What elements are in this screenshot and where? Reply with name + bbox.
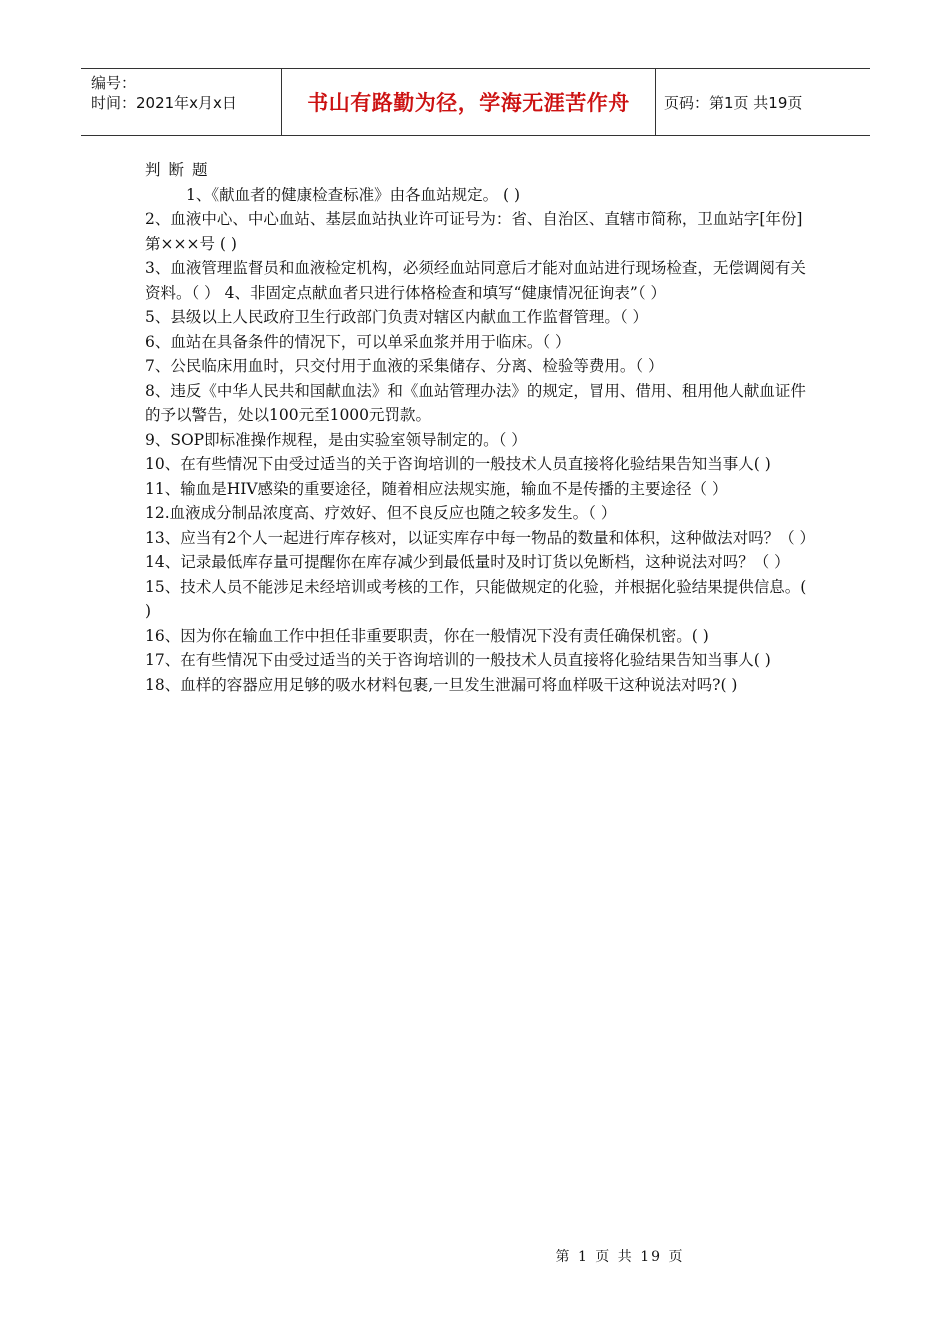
question-item: 7、公民临床用血时，只交付用于血液的采集储存、分离、检验等费用。（ ）	[145, 357, 664, 375]
question-item: 18、血样的容器应用足够的吸水材料包裹,一旦发生泄漏可将血样吸干这种说法对吗?( )	[145, 675, 738, 694]
question-item: 3、血液管理监督员和血液检定机构，必须经血站同意后才能对血站进行现场检查，无偿调阅有关资料。（ ） 4、非固定点献血者只进行体格检查和填写“健康情况征询表”（ ）	[145, 259, 806, 302]
page-footer: 第 1 页 共 19 页	[555, 1249, 685, 1265]
section-heading: 判断题	[145, 161, 216, 179]
question-item: 9、SOP即标准操作规程，是由实验室领导制定的。（ ）	[145, 430, 527, 449]
serial-label: 编号：	[91, 74, 137, 92]
question-item: 6、血站在具备条件的情况下，可以单采血浆并用于临床。（ ）	[145, 332, 571, 351]
question-item: 15、技术人员不能涉足未经培训或考核的工作，只能做规定的化验，并根据化验结果提供信息。( )	[145, 577, 807, 620]
question-item: 16、因为你在输血工作中担任非重要职责，你在一般情况下没有责任确保机密。( )	[145, 626, 709, 645]
question-item: 13、应当有2个人一起进行库存核对，以证实库存中每一物品的数量和体积，这种做法对吗？（ ）	[145, 528, 816, 547]
question-item: 2、血液中心、中心血站、基层血站执业许可证号为：省、自治区、直辖市简称，卫血站字[年份]第×××号 ( )	[145, 210, 803, 253]
question-item: 1、《献血者的健康检查标准》由各血站规定。 ( )	[186, 185, 521, 204]
header-page-number: 页码：第1页 共19页	[664, 93, 803, 112]
question-item: 8、违反《中华人民共和国献血法》和《血站管理办法》的规定，冒用、借用、租用他人献血证件的予以警告，处以100元至1000元罚款。	[145, 381, 806, 424]
time-label: 时间：2021年x月x日	[91, 94, 237, 112]
question-item: 17、在有些情况下由受过适当的关于咨询培训的一般技术人员直接将化验结果告知当事人( )	[145, 651, 771, 669]
question-item: 12.血液成分制品浓度高、疗效好、但不良反应也随之较多发生。（ ）	[145, 504, 617, 522]
header-meta	[81, 69, 282, 135]
question-item: 5、县级以上人民政府卫生行政部门负责对辖区内献血工作监督管理。（ ）	[145, 308, 649, 326]
question-item: 14、记录最低库存量可提醒你在库存减少到最低量时及时订货以免断档，这种说法对吗？（ ）	[145, 553, 790, 571]
question-item: 10、在有些情况下由受过适当的关于咨询培训的一般技术人员直接将化验结果告知当事人( )	[145, 455, 771, 473]
document-header	[81, 68, 870, 136]
question-item: 11、输血是HIV感染的重要途径，随着相应法规实施，输血不是传播的主要途径（ ）	[145, 479, 728, 498]
header-motto: 书山有路勤为径，学海无涯苦作舟	[282, 69, 656, 135]
question-list	[145, 158, 816, 697]
